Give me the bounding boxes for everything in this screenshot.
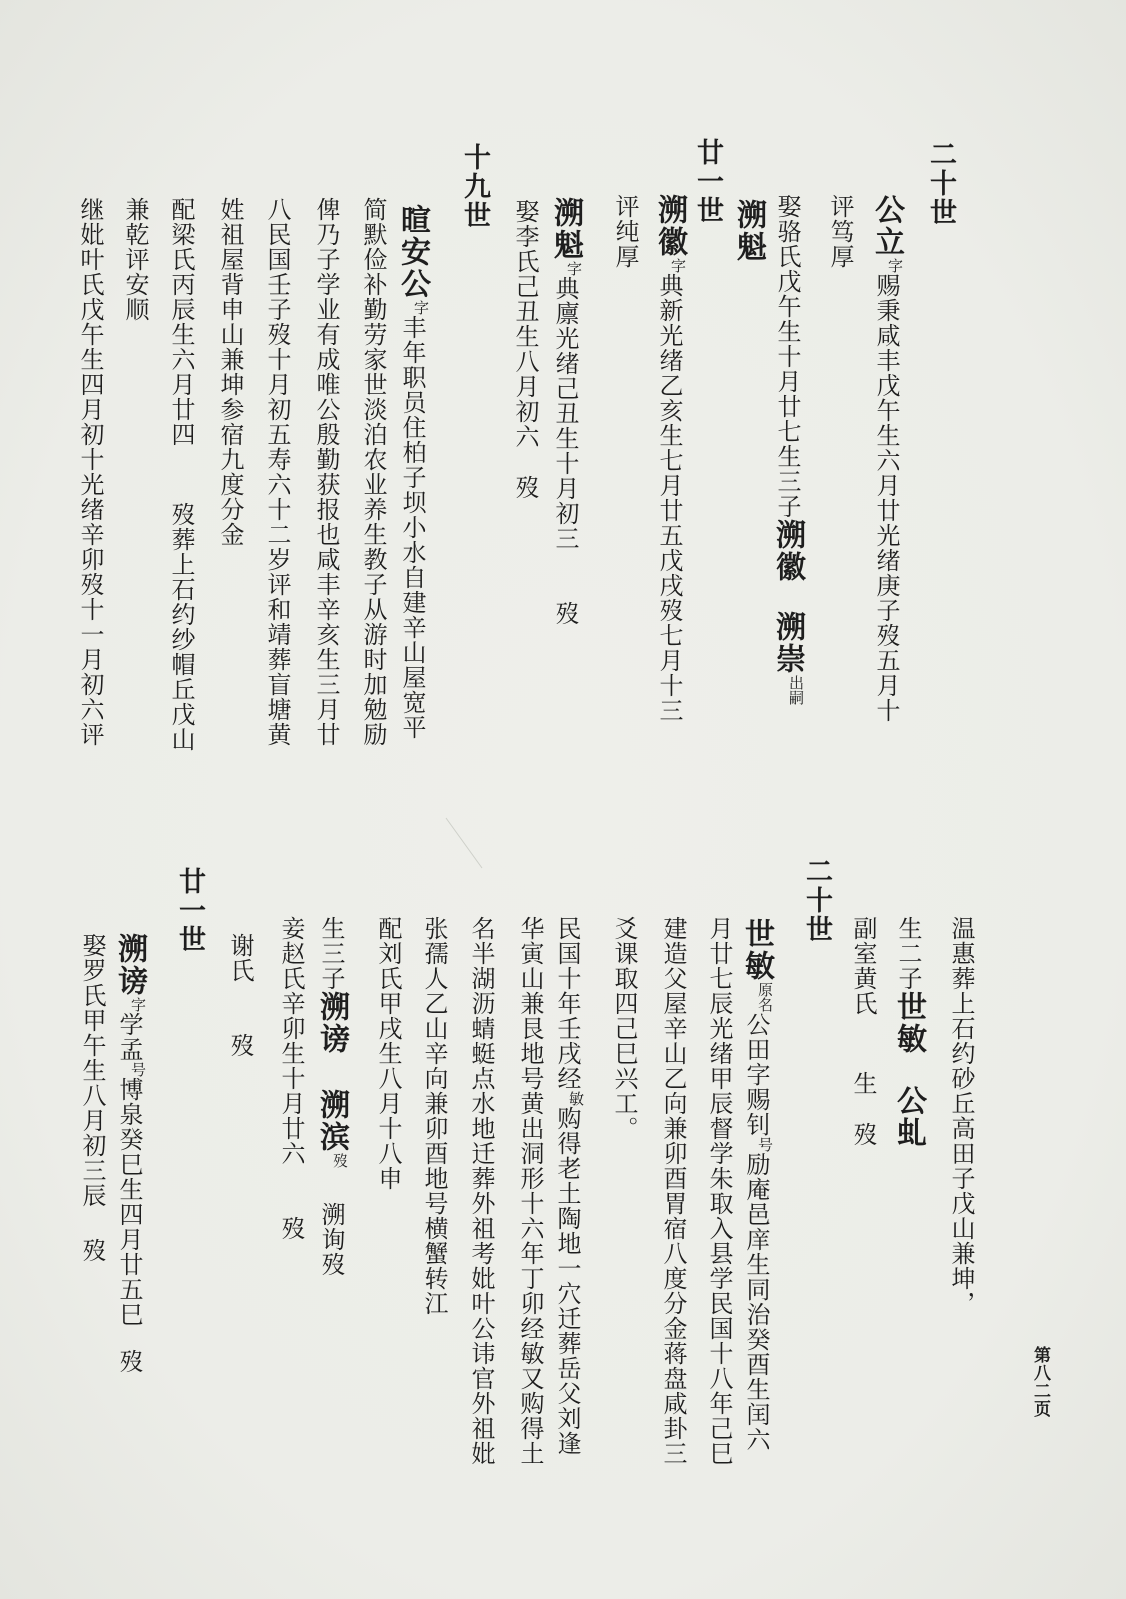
son-name-suxun: 溯询歿 xyxy=(317,1202,345,1277)
wife-record: 配梁氏丙辰生六月廿四 xyxy=(167,197,195,447)
column-xie xyxy=(220,933,260,1058)
son-name-suhui: 溯徽 xyxy=(770,519,805,583)
son-name-subang: 溯谤 xyxy=(314,991,349,1055)
record-text: 博泉癸巳生四月廿五巳 xyxy=(115,1077,143,1327)
column-wife-liang-cont: 兼乾评安顺 xyxy=(121,197,149,322)
son-name-suchong: 溯崇 xyxy=(770,611,805,675)
birth-mark: 生 xyxy=(849,1071,877,1096)
generation-heading-21: 廿一世 xyxy=(692,138,723,225)
consort-record: 谢氏 xyxy=(226,933,254,983)
page-number: 第八二页 xyxy=(1030,1346,1050,1418)
column-record-text: 姓祖屋背申山兼坤参宿九度分金 xyxy=(216,197,244,547)
art-name-label: 号 xyxy=(756,1137,774,1152)
column-wife-luo xyxy=(72,933,112,1263)
person-name-xuan-an-gong: 暄安公 xyxy=(395,204,430,300)
art-name-label: 号 xyxy=(129,1062,147,1077)
record-text: 购得老土陶地一穴迁葬岳父刘逢 xyxy=(553,1106,581,1456)
courtesy-name-label: 字 xyxy=(565,261,583,276)
sons-prefix: 生三子 xyxy=(317,916,345,991)
record-text: 民国十年壬戌经 xyxy=(553,916,581,1091)
death-mark: 歿 xyxy=(277,1216,305,1241)
death-mark: 歿 xyxy=(551,601,579,626)
death-mark: 歿 xyxy=(115,1349,143,1374)
column-gongli-record xyxy=(869,194,915,723)
column-continued-burial: 温惠葬上石约砂丘高田子戊山兼坤， xyxy=(947,916,975,1316)
person-name-subang: 溯谤 xyxy=(112,933,147,997)
column-suhui-record xyxy=(652,194,698,723)
record-text: 丰年职员住柏子坝小水自建辛山屋宽平 xyxy=(398,315,426,740)
person-name-shimin: 世敏 xyxy=(739,918,774,982)
column-wife-liu: 配刘氏甲戌生八月十八申 xyxy=(374,916,402,1191)
column-record-text: 名半湖沥蜻蜓点水地迁葬外祖考妣叶公讳官外祖妣 xyxy=(467,916,495,1466)
death-mark: 歿 xyxy=(511,475,539,500)
column-record-text: 月廿七辰光绪甲辰督学朱取入县学民国十八年己巳 xyxy=(705,916,733,1466)
column-shimin-sons xyxy=(314,916,360,1277)
wife-record: 娶罗氏甲午生八月初三辰 xyxy=(78,933,106,1208)
person-name-suhui: 溯徽 xyxy=(652,194,687,258)
column-xuan-an-gong-record xyxy=(395,204,441,740)
column-gongli-wife-sons xyxy=(770,194,816,705)
column-son-sukui xyxy=(728,199,768,263)
death-mark: 歿 xyxy=(78,1238,106,1263)
courtesy-name: 学孟 xyxy=(115,1012,143,1062)
column-record-text: 八民国壬子歿十月初五寿六十二岁评和靖葬盲塘黄 xyxy=(263,197,291,747)
record-text: 典廪光绪己丑生十月初三 xyxy=(551,276,579,551)
column-record-text: 张孺人乙山辛向兼卯酉地号横蟹转江 xyxy=(420,916,448,1316)
record-text: 典新光绪乙亥生七月廿五戊戌歿七月十三 xyxy=(655,273,683,723)
courtesy-name-label: 字 xyxy=(412,300,430,315)
death-mark: 歿 xyxy=(226,1033,254,1058)
generation-heading-20: 二十世 xyxy=(925,140,956,227)
burial-record: 歿葬上石约纱帽丘戊山 xyxy=(167,502,195,752)
courtesy-name-label: 字 xyxy=(886,258,904,273)
death-mark: 歿 xyxy=(331,1153,349,1168)
wife-record: 娶李氏己丑生八月初六 xyxy=(511,199,539,449)
adopted-out-note: 出嗣 xyxy=(787,675,805,705)
record-text: 励庵邑庠生同治癸酉生闰六 xyxy=(742,1152,770,1452)
column-record-text: 简默俭补勤劳家世淡泊农业养生教子从游时加勉励 xyxy=(359,197,387,747)
column-second-wife-ye: 继妣叶氏戊午生四月初十光绪辛卯歿十一月初六评 xyxy=(76,197,104,747)
column-record-text: 爻课取四己巳兴工。 xyxy=(610,916,638,1141)
column-concubine-huang xyxy=(843,916,883,1147)
column-sukui-wife xyxy=(505,199,545,500)
courtesy-name-label: 字 xyxy=(129,997,147,1012)
column-concubine-zhao xyxy=(271,916,311,1241)
column-wife-liang xyxy=(161,197,201,752)
courtesy-name-label: 字 xyxy=(669,258,687,273)
column-suhui-review: 评纯厚 xyxy=(611,194,639,269)
column-record-text: 俾乃子学业有成唯公殷勤获报也咸丰辛亥生三月廿 xyxy=(312,197,340,747)
person-name-sukui: 溯魁 xyxy=(548,197,583,261)
son-name-gongqiu: 公虬 xyxy=(891,1085,926,1149)
concubine-record: 副室黄氏 xyxy=(849,916,877,1016)
column-record-text: 建造父屋辛山乙向兼卯酉胃宿八度分金蒋盘咸卦三 xyxy=(659,916,687,1466)
wife-record: 娶骆氏戊午生十月廿七生三子 xyxy=(773,194,801,519)
column-sukui-record xyxy=(548,197,594,626)
death-mark: 歿 xyxy=(849,1122,877,1147)
son-name-sukui: 溯魁 xyxy=(731,199,766,263)
record-text: 公田字赐钊 xyxy=(742,1012,770,1137)
concubine-record: 妾赵氏辛卯生十月廿六 xyxy=(277,916,305,1166)
person-name-gongli: 公立 xyxy=(869,194,904,258)
column-shimin-record xyxy=(739,918,785,1452)
generation-heading-19: 十九世 xyxy=(459,143,490,230)
column-record-text: 华寅山兼艮地号黄出洞形十六年丁卯经敏又购得土 xyxy=(516,916,544,1466)
son-name-subin: 溯滨 xyxy=(314,1089,349,1153)
column-gongli-review: 评笃厚 xyxy=(826,194,854,269)
original-name-label: 原名 xyxy=(756,982,774,1012)
column-subang-record xyxy=(112,933,158,1374)
small-annotation: 敏 xyxy=(567,1091,585,1106)
son-name-shimin: 世敏 xyxy=(891,991,926,1055)
sons-prefix: 生二子 xyxy=(894,916,922,991)
generation-heading-21: 廿一世 xyxy=(174,867,205,954)
record-text: 赐秉咸丰戊午生六月廿光绪庚子歿五月十 xyxy=(872,273,900,723)
column-continued-sons xyxy=(888,916,928,1149)
generation-heading-20: 二十世 xyxy=(801,857,832,944)
column-reburial-note xyxy=(553,916,596,1456)
